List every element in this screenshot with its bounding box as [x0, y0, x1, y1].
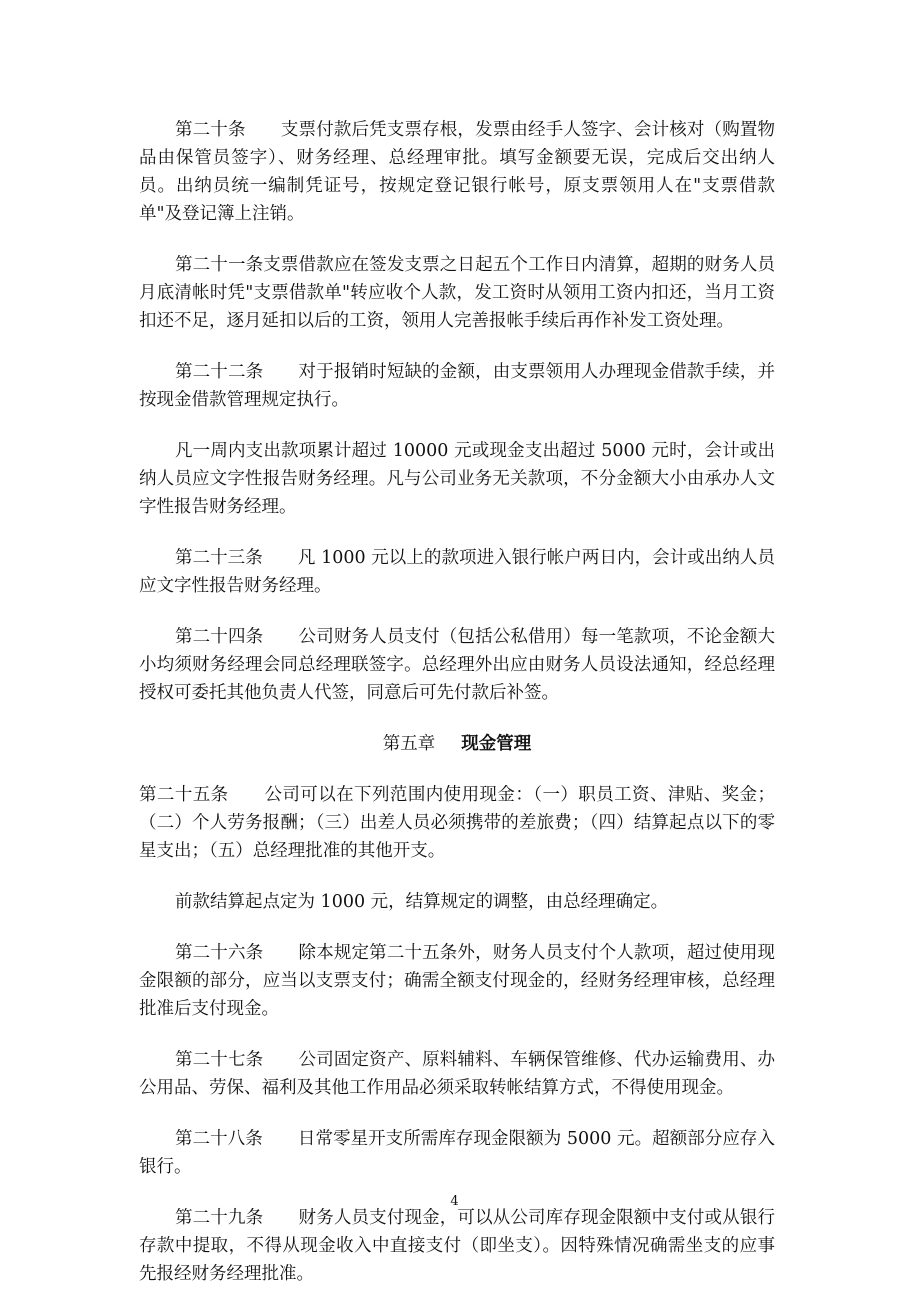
chapter-number: 第五章	[382, 734, 436, 754]
article-25-supplement: 前款结算起点定为 1000 元，结算规定的调整，由总经理确定。	[175, 892, 669, 912]
article-27: 第二十七条 公司固定资产、原料辅料、车辆保管维修、代办运输费用、办公用品、劳保、福利及其他工作用品必须采取转帐结算方式，不得使用现金。	[139, 1050, 775, 1098]
article-22: 第二十二条 对于报销时短缺的金额，由支票领用人办理现金借款手续，并按现金借款管理规定执行。	[139, 362, 775, 410]
document-page	[139, 116, 775, 1311]
chapter-title: 现金管理	[461, 734, 532, 754]
article-22-supplement: 凡一周内支出款项累计超过 10000 元或现金支出超过 5000 元时，会计或出纳人员应文字性报告财务经理。凡与公司业务无关款项，不分金额大小由承办人文字性报告财务经理。	[139, 441, 775, 517]
article-24: 第二十四条 公司财务人员支付（包括公私借用）每一笔款项，不论金额大小均须财务经理会同总经理联签字。总经理外出应由财务人员设法通知，经总经理授权可委托其他负责人代签，同意后可先付款后补签。	[139, 627, 775, 703]
article-20: 第二十条 支票付款后凭支票存根，发票由经手人签字、会计核对（购置物品由保管员签字）、财务经理、总经理审批。填写金额要无误，完成后交出纳人员。出纳员统一编制凭证号，按规定登记银行帐号，原支票领用人在"支票借款单"及登记簿上注销。	[139, 120, 775, 224]
page-number: 4	[450, 1194, 459, 1209]
article-28: 第二十八条 日常零星开支所需库存现金限额为 5000 元。超额部分应存入银行。	[139, 1129, 775, 1177]
chapter-heading	[139, 730, 775, 758]
article-29: 第二十九条 财务人员支付现金，可以从公司库存现金限额中支付或从银行存款中提取，不得从现金收入中直接支付（即坐支）。因特殊情况确需坐支的应事先报经财务经理批准。	[139, 1208, 775, 1284]
article-25: 第二十五条 公司可以在下列范围内使用现金：（一）职员工资、津贴、奖金；（二）个人劳务报酬；（三）出差人员必须携带的差旅费；（四）结算起点以下的零星支出；（五）总经理批准的其他开支。	[139, 785, 775, 861]
article-26: 第二十六条 除本规定第二十五条外，财务人员支付个人款项，超过使用现金限额的部分，应当以支票支付；确需全额支付现金的，经财务经理审核，总经理批准后支付现金。	[139, 943, 775, 1019]
article-21: 第二十一条支票借款应在签发支票之日起五个工作日内清算，超期的财务人员月底清帐时凭"支票借款单"转应收个人款，发工资时从领用工资内扣还，当月工资扣还不足，逐月延扣以后的工资，领用人完善报帐手续后再作补发工资处理。	[139, 255, 775, 331]
article-23: 第二十三条 凡 1000 元以上的款项进入银行帐户两日内，会计或出纳人员应文字性报告财务经理。	[139, 548, 775, 596]
